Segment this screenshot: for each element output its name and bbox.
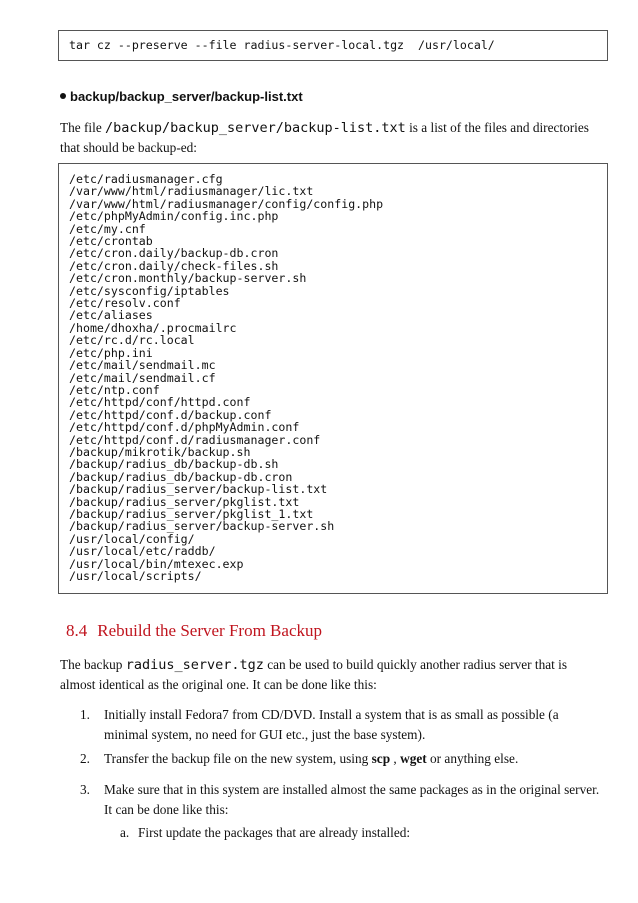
intro-suffix: is a list of the files and directories that should be backup-ed: [60, 120, 589, 155]
section-title: Rebuild the Server From Backup [97, 621, 322, 640]
command-code-block [58, 30, 608, 61]
rebuild-suffix: can be used to build quickly another radius server that is almost identical as the original one. It can be done like this: [60, 657, 568, 692]
backup-list-line: /etc/cron.daily/backup-db.cron [69, 246, 279, 261]
backup-list-line: /var/www/html/radiusmanager/lic.txt [69, 184, 314, 199]
substep-number: a. [120, 825, 130, 840]
backup-list-line: /etc/httpd/conf/httpd.conf [69, 395, 251, 410]
backup-list-line: /etc/mail/sendmail.cf [69, 370, 216, 385]
list-item [80, 705, 600, 745]
backup-list-line: /etc/aliases [69, 308, 153, 323]
backup-list-code-block [58, 163, 608, 594]
bullet-heading [60, 89, 303, 104]
section-heading [66, 621, 322, 641]
backup-list-line: /backup/radius_db/backup-db.cron [69, 469, 293, 484]
backup-list-line: /etc/cron.daily/check-files.sh [69, 258, 279, 273]
step-number: 3. [80, 782, 90, 797]
intro-paragraph [60, 118, 600, 158]
backup-list-line: /etc/httpd/conf.d/radiusmanager.conf [69, 432, 321, 447]
backup-list-line: /backup/radius_db/backup-db.sh [69, 457, 279, 472]
backup-list-line: /home/dhoxha/.procmailrc [69, 320, 237, 335]
rebuild-prefix: The backup [60, 657, 126, 672]
step-text: Initially install Fedora7 from CD/DVD. Install a system that is as small as possible (a minimal system, no need for GUI etc., just the base system). [104, 707, 559, 742]
backup-list-line: /etc/resolv.conf [69, 296, 181, 311]
wget-term: wget [400, 751, 427, 766]
bullet-icon [60, 93, 66, 99]
backup-list-line: /etc/crontab [69, 234, 153, 249]
backup-list-line: /backup/radius_server/pkglist.txt [69, 494, 300, 509]
backup-list-line: /etc/my.cnf [69, 221, 146, 236]
backup-list-line: /etc/phpMyAdmin/config.inc.php [69, 209, 279, 224]
list-item [80, 780, 600, 820]
step-number: 1. [80, 707, 90, 722]
tar-command: tar cz --preserve --file radius-server-local.tgz /usr/local/ [69, 38, 495, 52]
substep-text: First update the packages that are already installed: [138, 825, 411, 840]
list-item [80, 749, 600, 769]
intro-prefix: The file [60, 120, 106, 135]
step-text: Transfer the backup file on the new system, using scp , wget or anything else. [104, 751, 519, 766]
intro-file: /backup/backup_server/backup-list.txt [105, 120, 406, 136]
backup-list-line: /usr/local/config/ [69, 531, 195, 546]
backup-list-line: /etc/ntp.conf [69, 382, 160, 397]
step-text: Make sure that in this system are installed almost the same packages as in the original server. It can be done like this: [104, 782, 600, 817]
backup-list-line: /backup/radius_server/backup-server.sh [69, 519, 335, 534]
scp-term: scp [371, 751, 391, 766]
backup-list-line: /etc/php.ini [69, 345, 153, 360]
section-number: 8.4 [66, 621, 88, 640]
backup-list-line: /etc/sysconfig/iptables [69, 283, 230, 298]
backup-list-line: /backup/radius_server/pkglist_1.txt [69, 506, 314, 521]
rebuild-file: radius_server.tgz [125, 657, 264, 673]
backup-list-line: /etc/mail/sendmail.mc [69, 358, 216, 373]
backup-list-line: /usr/local/scripts/ [69, 569, 202, 583]
sub-list-item [120, 823, 600, 843]
backup-list-line: /etc/cron.monthly/backup-server.sh [69, 271, 307, 286]
backup-list-line: /usr/local/bin/mtexec.exp [69, 556, 244, 571]
backup-list-line: /etc/radiusmanager.cfg [69, 172, 223, 186]
backup-list-line: /backup/radius_server/backup-list.txt [69, 482, 328, 497]
backup-list-line: /var/www/html/radiusmanager/config/config.php [69, 196, 384, 211]
backup-list-line: /etc/httpd/conf.d/backup.conf [69, 407, 272, 422]
step-number: 2. [80, 751, 90, 766]
backup-list-line: /etc/httpd/conf.d/phpMyAdmin.conf [69, 420, 300, 435]
backup-list-line: /backup/mikrotik/backup.sh [69, 444, 251, 459]
backup-list-line: /usr/local/etc/raddb/ [69, 544, 216, 559]
rebuild-paragraph [60, 655, 600, 695]
backup-list-line: /etc/rc.d/rc.local [69, 333, 195, 348]
bullet-heading-text: backup/backup_server/backup-list.txt [70, 89, 303, 104]
